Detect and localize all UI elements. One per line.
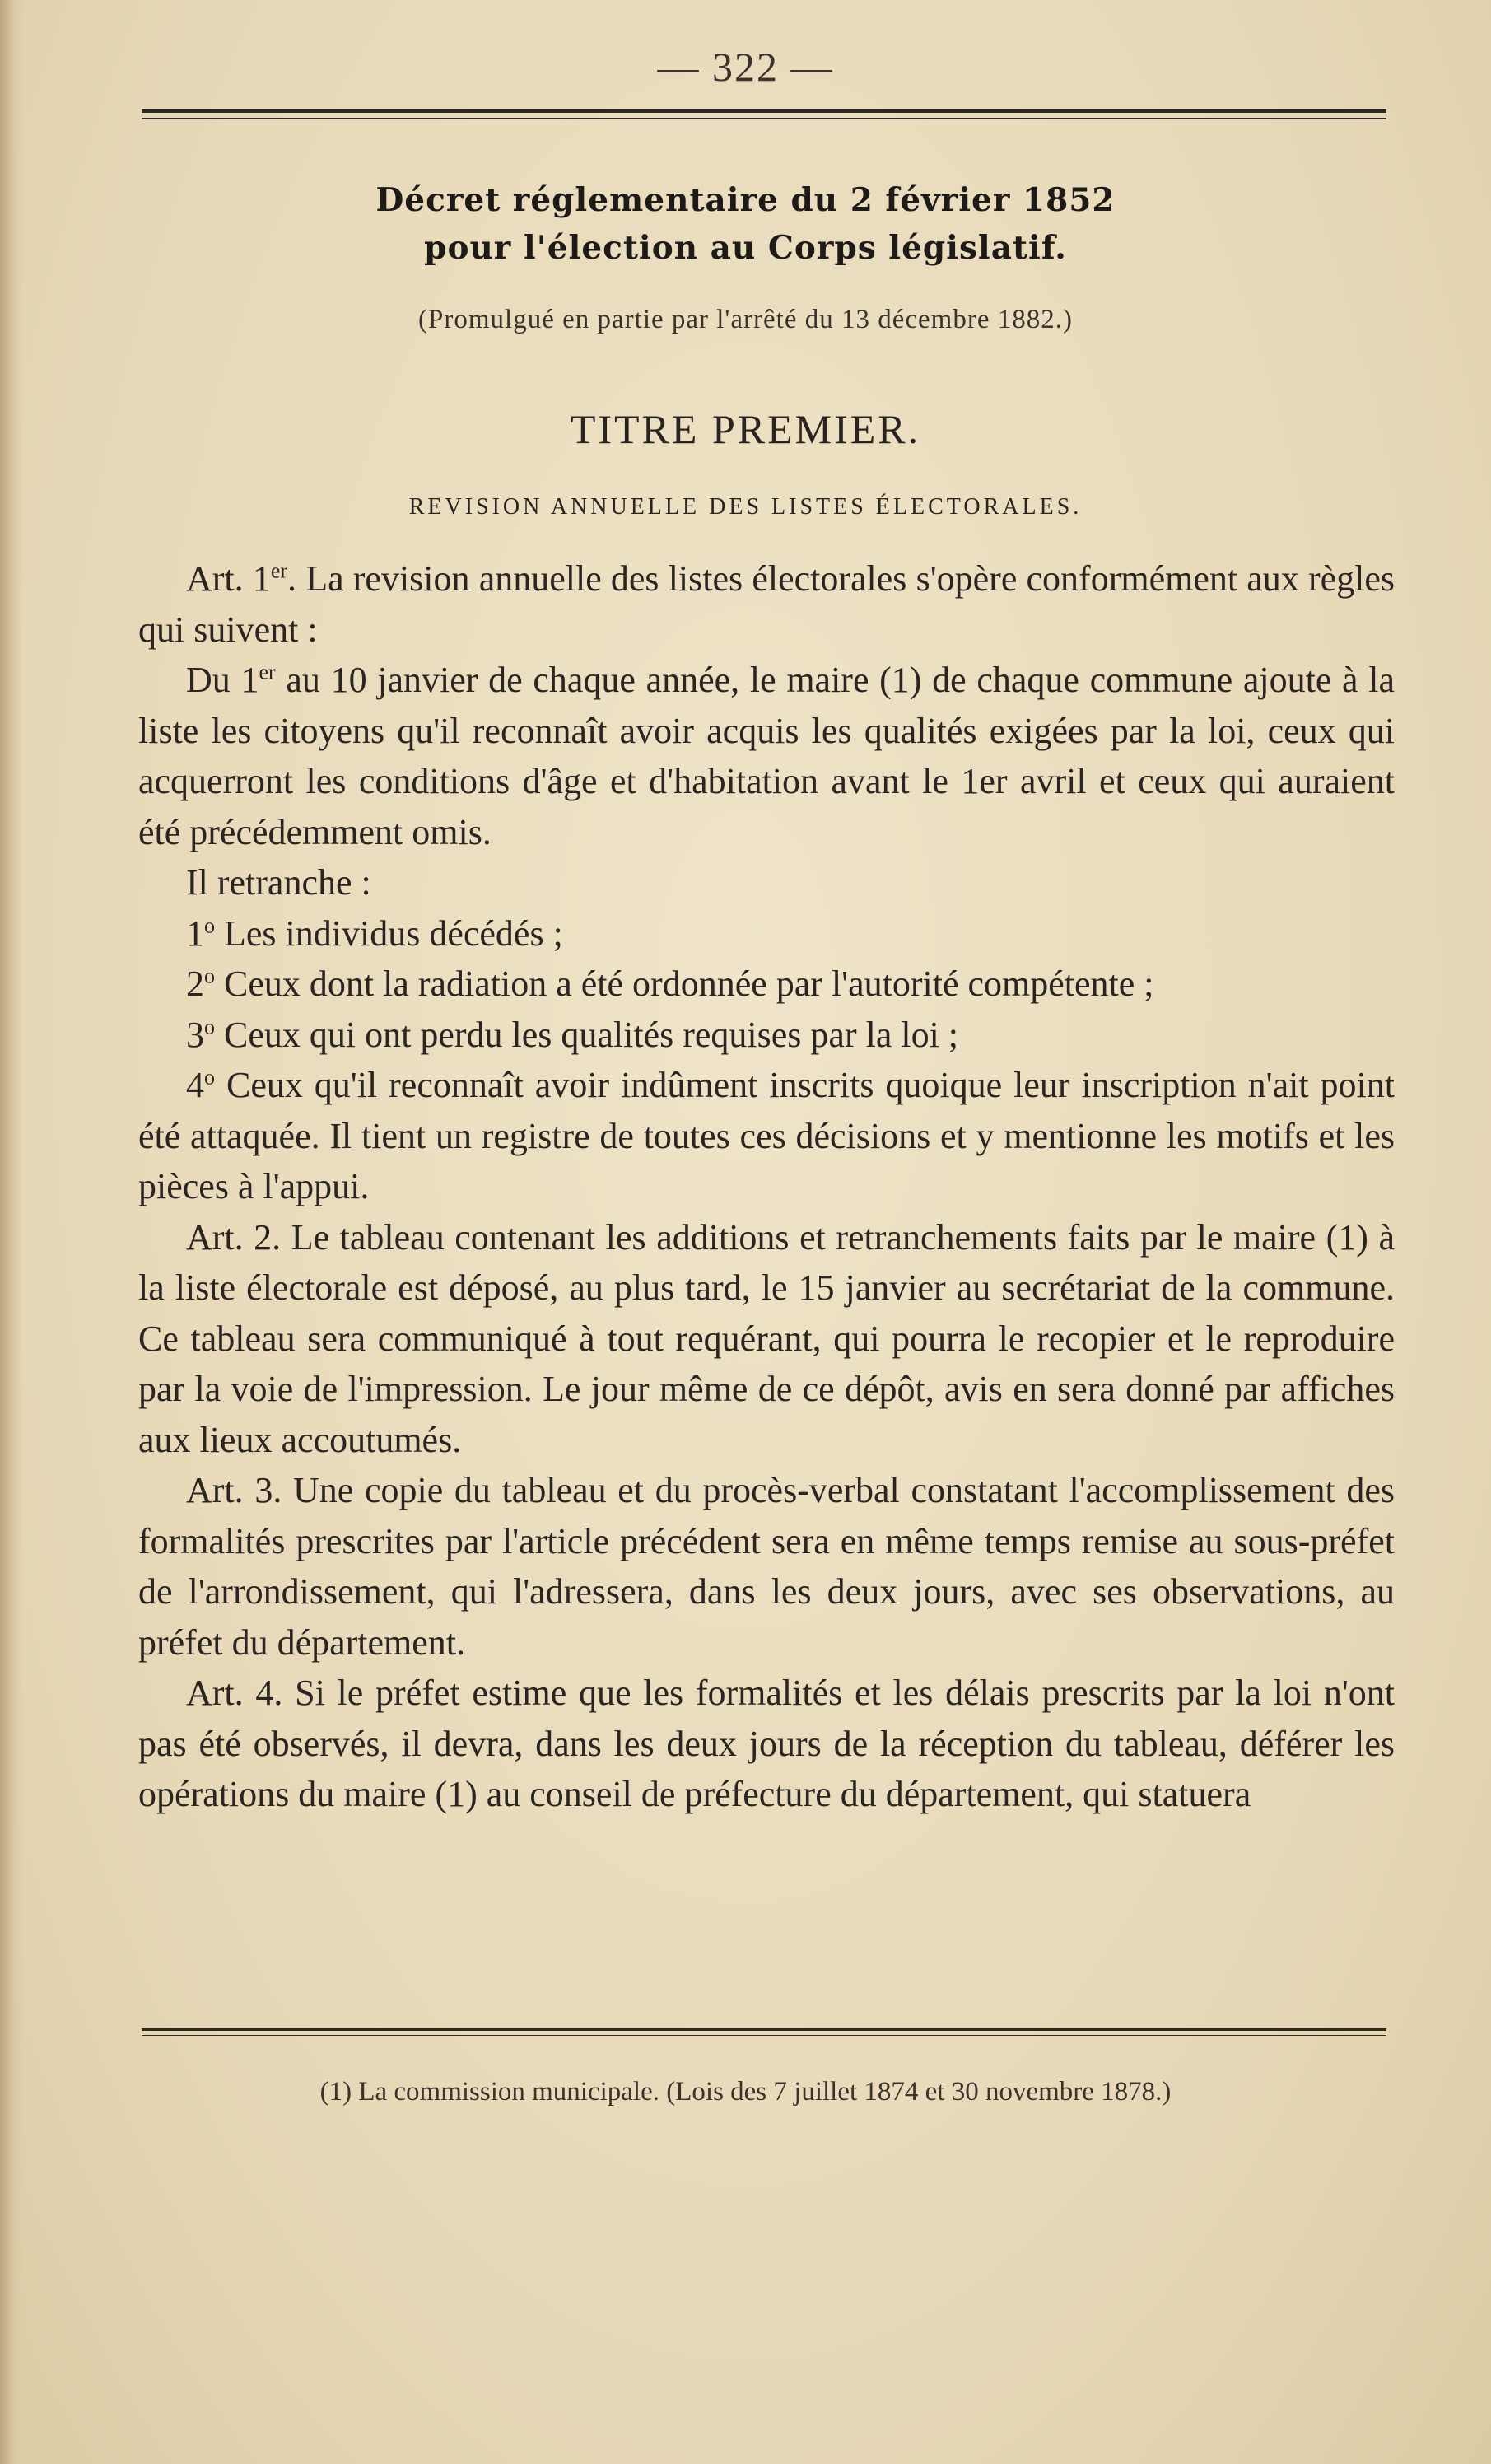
paragraph: Art. 4. Si le préfet estime que les formalités et les délais prescrits par la loi n'ont pas été observés, il devra, dans les deux jours de la réception du tableau, déférer les opérations du maire (1) au conseil de préfecture du département, qui statuera (138, 1673, 1395, 1814)
promulgation-note: (Promulgué en partie par l'arrêté du 13 décembre 1882.) (418, 305, 1073, 334)
paragraph: Du 1er au 10 janvier de chaque année, le maire (1) de chaque commune ajoute à la liste les citoyens qu'il reconnaît avoir acquis les qualités exigées par la loi, ceux qui acquerront les conditions d'âge et d'habitation avant le 1er avril et ceux qui auraient été précédemment omis. (138, 660, 1395, 852)
header-rule-thick (142, 109, 1386, 113)
paragraph: Art. 3. Une copie du tableau et du procès-verbal constatant l'accomplissement des formalités prescrites par l'article précédent sera en même temps remise au sous-préfet de l'arrondissement, qui l'adressera, dans les deux jours, avec ses observations, au préfet du département. (138, 1470, 1395, 1663)
footer-rule-thick (142, 2028, 1386, 2031)
paragraph: 4$^o$ Ceux qu'il reconnaît avoir indûment inscrits quoique leur inscription n'ait point été attaquée. Il tient un registre de toutes ces décisions et y mentionne les motifs et les pièces à l'appui. (138, 1065, 1395, 1206)
paragraph: Il retranche : (186, 862, 371, 903)
paragraph: 2$^o$ Ceux dont la radiation a été ordonnée par l'autorité compétente ; (186, 964, 1154, 1004)
footer-rule-thin (142, 2035, 1386, 2036)
paragraph: Art. 2. Le tableau contenant les additions et retranchements faits par le maire (1) à la liste électorale est déposé, au plus tard, le 15 janvier au secrétariat de la commune. Ce tableau sera communiqué à tout requérant, qui pourra le recopier et le reproduire par la voie de l'impression. Le jour même de ce dépôt, avis en sera donné par affiches aux lieux accoutumés. (138, 1216, 1395, 1460)
decree-title-line1: Décret réglementaire du 2 février 1852 (375, 181, 1116, 219)
paragraph: 1$^o$ Les individus décédés ; (186, 912, 563, 954)
header-rule-thin (142, 118, 1386, 119)
decree-title-line2: pour l'élection au Corps législatif. (424, 229, 1067, 267)
body-text (138, 553, 1395, 1820)
section-title: TITRE PREMIER. (570, 406, 921, 452)
paragraph: Art. 1er. La revision annuelle des listes électorales s'opère conformément aux règles qui suivent : (138, 558, 1395, 650)
paragraph: 3$^o$ Ceux qui ont perdu les qualités requises par la loi ; (186, 1014, 959, 1055)
section-subtitle: REVISION ANNUELLE DES LISTES ÉLECTORALES. (408, 494, 1083, 520)
page-number: — 322 — (657, 44, 834, 90)
footnote: (1) La commission municipale. (Lois des 7 juillet 1874 et 30 novembre 1878.) (319, 2077, 1172, 2107)
